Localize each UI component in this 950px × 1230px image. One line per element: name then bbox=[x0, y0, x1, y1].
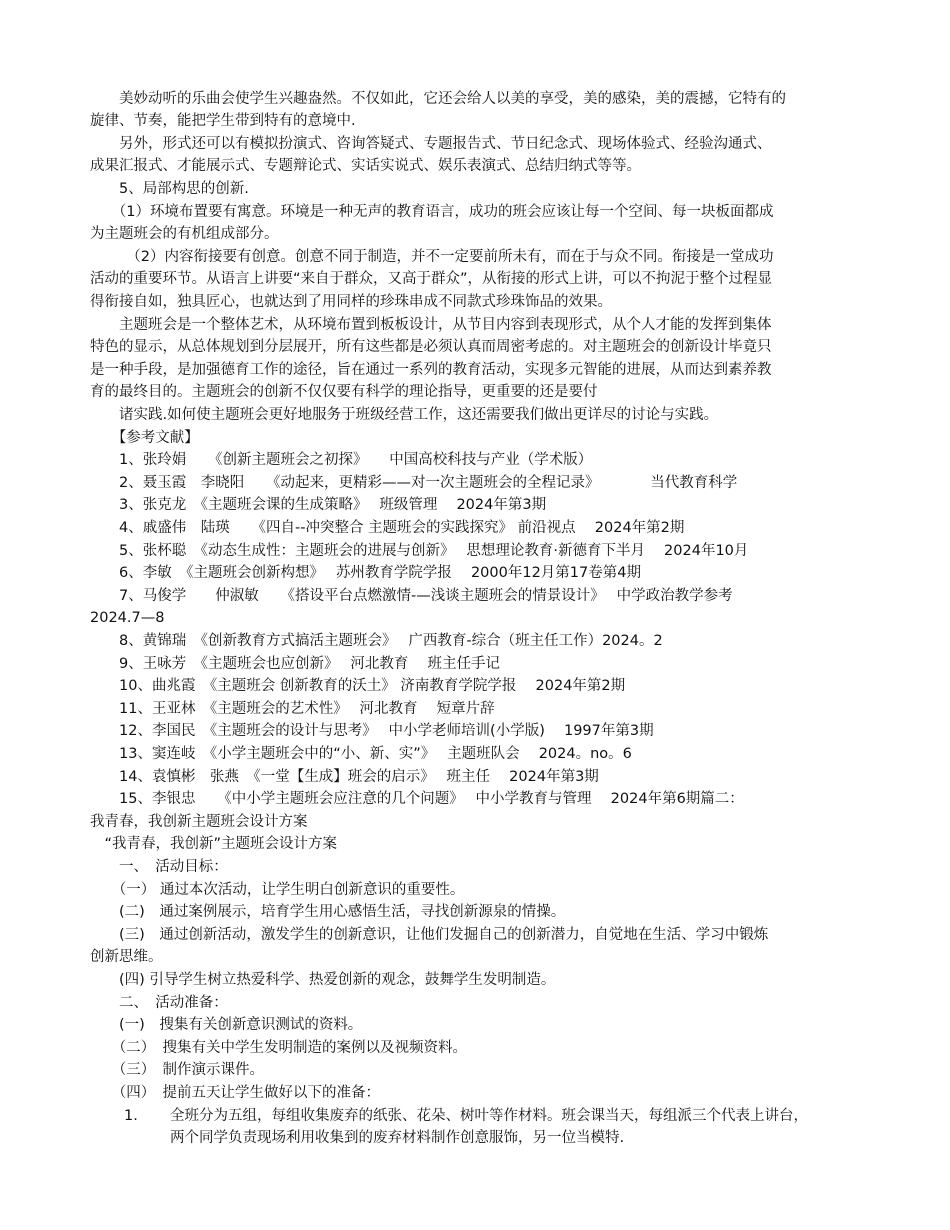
list-item-text: 两个同学负责现场利用收集到的废弃材料制作创意服饰，另一位当模特. bbox=[170, 1130, 625, 1146]
reference-item: 1、张玲娟 《创新主题班会之初探》 中国高校科技与产业（学术版） bbox=[90, 452, 593, 468]
section-heading: 二、 活动准备： bbox=[90, 995, 228, 1011]
reference-item: 6、李敏 《主题班会创新构想》 苏州教育学院学报 2000年12月第17卷第4期 bbox=[90, 565, 641, 581]
text-line: 另外，形式还可以有模拟扮演式、咨询答疑式、专题报告式、节日纪念式、现场体验式、经验沟通式、 bbox=[90, 136, 772, 152]
text-line: 美妙动听的乐曲会使学生兴趣盎然。不仅如此，它还会给人以美的享受，美的感染，美的震撼，它特有的 bbox=[90, 91, 786, 107]
list-marker: 1. bbox=[124, 1108, 138, 1124]
plan-title: “我青春，我创新”主题班会设计方案 bbox=[90, 836, 338, 852]
reference-item: 12、李国民 《主题班会的设计与思考》 中小学老师培训(小学版) 1997年第3期 bbox=[90, 723, 654, 739]
reference-item: 3、张克龙 《主题班会课的生成策略》 班级管理 2024年第3期 bbox=[90, 497, 547, 513]
text-line: 成果汇报式、才能展示式、专题辩论式、实话实说式、娱乐表演式、总结归纳式等等。 bbox=[90, 158, 641, 174]
text-line: （三） 制作演示课件。 bbox=[90, 1062, 264, 1078]
reference-item: 15、李银忠 《中小学主题班会应注意的几个问题》 中小学教育与管理 2024年第6期篇二： bbox=[90, 791, 744, 807]
text-line: （二） 搜集有关中学生发明制造的案例以及视频资料。 bbox=[90, 1040, 467, 1056]
reference-item: 2、聂玉霞 李晓阳 《动起来，更精彩——对一次主题班会的全程记录》 当代教育科学 bbox=[90, 475, 738, 491]
reference-item: 7、马俊学 仲淑敏 《搭设平台点燃激情-—浅谈主题班会的情景设计》 中学政治教学参考 bbox=[90, 588, 733, 604]
reference-item: 4、戚盛伟 陆瑛 《四自--冲突整合 主题班会的实践探究》 前沿视点 2024年第2期 bbox=[90, 520, 685, 536]
text-line: (一) 搜集有关创新意识测试的资料。 bbox=[90, 1017, 363, 1033]
text-line: 我青春，我创新主题班会设计方案 bbox=[90, 814, 308, 830]
text-line: 得衔接自如，独具匠心，也就达到了用同样的珍珠串成不同款式珍珠饰品的效果。 bbox=[90, 294, 612, 310]
reference-item: 5、张杯聪 《动态生成性：主题班会的进展与创新》 思想理论教育·新德育下半月 2024年10月 bbox=[90, 543, 749, 559]
text-line: 育的最终目的。主题班会的创新不仅仅要有科学的理论指导，更重要的还是要付 bbox=[90, 384, 598, 400]
reference-item: 14、袁慎彬 张燕 《一堂【生成】班会的启示》 班主任 2024年第3期 bbox=[90, 769, 599, 785]
text-line: (四) 引导学生树立热爱科学、热爱创新的观念，鼓舞学生发明制造。 bbox=[90, 972, 556, 988]
text-line: （2）内容衔接要有创意。创意不同于制造，并不一定要前所未有，而在于与众不同。衔接是一堂成功 bbox=[90, 249, 774, 265]
reference-item: 8、黄锦瑞 《创新教育方式搞活主题班会》 广西教育-综合（班主任工作）2024。2 bbox=[90, 633, 663, 649]
list-item-text: 全班分为五组，每组收集废弃的纸张、花朵、树叶等作材料。班会课当天，每组派三个代表上讲台， bbox=[170, 1108, 808, 1124]
reference-item: 11、王亚林 《主题班会的艺术性》 河北教育 短章片辞 bbox=[90, 701, 495, 717]
reference-item: 13、窦连岐 《小学主题班会中的“小、新、实”》 主题班队会 2024。no。6 bbox=[90, 746, 632, 762]
reference-item-continuation: 2024.7—8 bbox=[90, 610, 165, 626]
reference-item: 10、曲兆霞 《主题班会 创新教育的沃土》 济南教育学院学报 2024年第2期 bbox=[90, 678, 626, 694]
section-heading: 5、局部构思的创新. bbox=[90, 181, 249, 197]
text-line: (三) 通过创新活动，激发学生的创新意识，让他们发掘自己的创新潜力，自觉地在生活、学习中锻炼 bbox=[90, 927, 769, 943]
reference-item: 9、王咏芳 《主题班会也应创新》 河北教育 班主任手记 bbox=[90, 656, 500, 672]
text-line: 是一种手段，是加强德育工作的途径，旨在通过一系列的教育活动，实现多元智能的进展，从而达到素养教 bbox=[90, 362, 772, 378]
text-line: (二) 通过案例展示，培育学生用心感悟生活，寻找创新源泉的情操。 bbox=[90, 904, 566, 920]
text-line: 创新思维。 bbox=[90, 949, 163, 965]
section-heading: 一、 活动目标： bbox=[90, 859, 228, 875]
text-line: （一） 通过本次活动，让学生明白创新意识的重要性。 bbox=[90, 882, 465, 898]
text-line: （1）环境布置要有寓意。环境是一种无声的教育语言，成功的班会应该让每一个空间、每一块板面都成 bbox=[90, 204, 774, 220]
references-heading: 【参考文献】 bbox=[90, 430, 199, 446]
text-line: 活动的重要环节。从语言上讲要“来自于群众，又高于群众”，从衔接的形式上讲，可以不拘泥于整个过程显 bbox=[90, 271, 773, 287]
text-line: 诸实践.如何使主题班会更好地服务于班级经营工作，这还需要我们做出更详尽的讨论与实践。 bbox=[90, 407, 719, 423]
text-line: （四） 提前五天让学生做好以下的准备： bbox=[90, 1085, 380, 1101]
text-line: 特色的显示，从总体规划到分层展开，所有这些都是必须认真而周密考虑的。对主题班会的创新设计毕竟只 bbox=[90, 339, 772, 355]
text-line: 为主题班会的有机组成部分。 bbox=[90, 226, 279, 242]
text-line: 旋律、节奏，能把学生带到特有的意境中. bbox=[90, 113, 356, 129]
text-line: 主题班会是一个整体艺术，从环境布置到板板设计，从节目内容到表现形式，从个人才能的发挥到集体 bbox=[90, 317, 772, 333]
